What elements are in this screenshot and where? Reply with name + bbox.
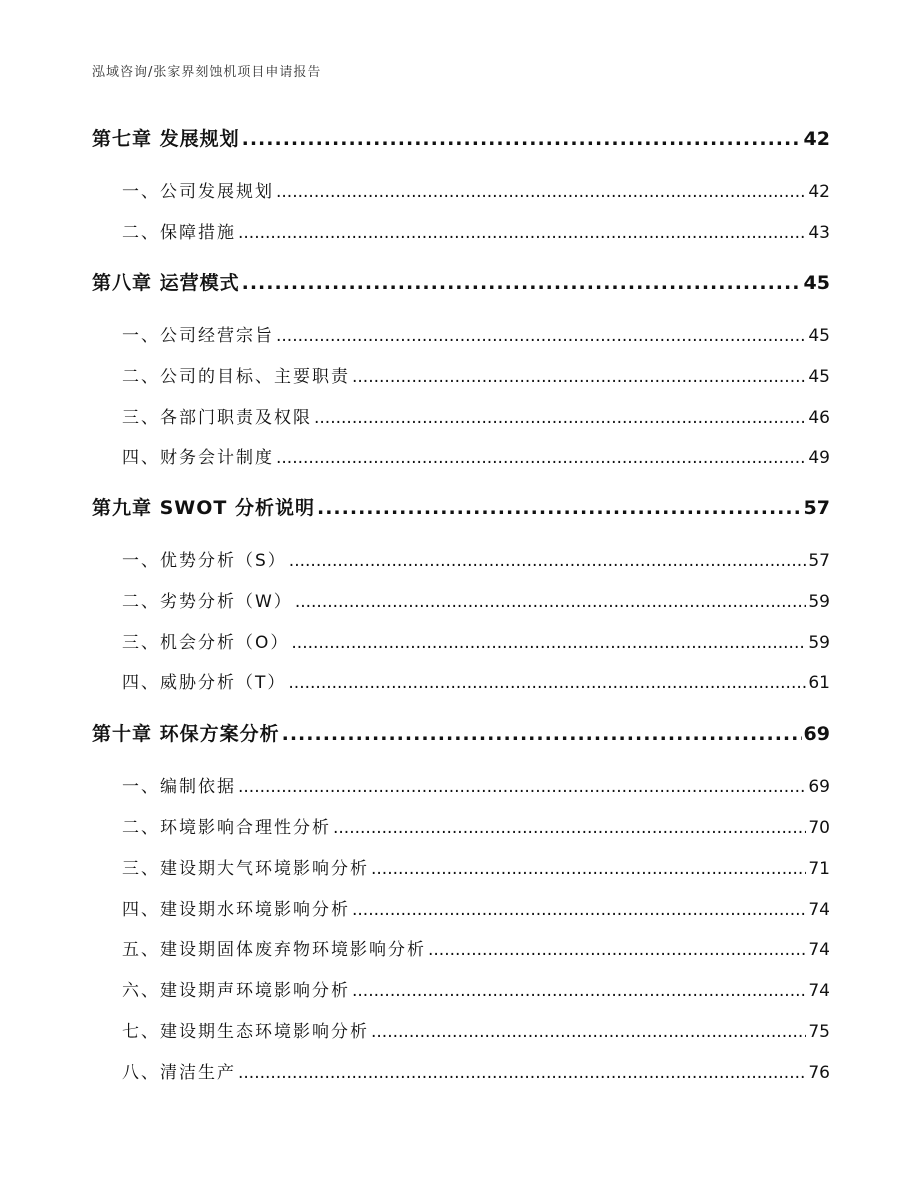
toc-entry-number: 三、	[122, 633, 160, 653]
toc-entry-title: 保障措施	[160, 223, 236, 243]
toc-leader	[295, 592, 807, 612]
toc-page-number: 74	[808, 940, 830, 960]
toc-entry-title: 第九章 SWOT 分析说明	[92, 497, 315, 519]
toc-entry-title: 公司发展规划	[160, 182, 274, 202]
toc-entry-number: 四、	[122, 673, 160, 693]
toc-section[interactable]	[122, 895, 830, 920]
toc-entry-title: 建设期大气环境影响分析	[160, 859, 369, 879]
toc-leader	[371, 859, 806, 879]
toc-leader	[238, 223, 806, 243]
toc-entry-number: 一、	[122, 551, 160, 571]
toc-page-number: 49	[808, 448, 830, 468]
toc-section[interactable]	[122, 362, 830, 387]
toc-entry-title: 优势分析（S）	[160, 551, 287, 571]
toc-section[interactable]	[122, 854, 830, 879]
toc-leader	[288, 673, 806, 693]
toc-section[interactable]	[122, 1058, 830, 1083]
toc-section[interactable]	[122, 177, 830, 202]
toc-entry-title: 公司的目标、主要职责	[160, 367, 350, 387]
toc-leader	[276, 326, 806, 346]
toc-page-number: 76	[808, 1063, 830, 1083]
toc-entry-title: 机会分析（O）	[160, 633, 290, 653]
toc-entry-number: 四、	[122, 900, 160, 920]
toc-section[interactable]	[122, 321, 830, 346]
toc-leader	[314, 408, 806, 428]
toc-leader	[276, 182, 806, 202]
page-header: 泓域咨询/张家界刻蚀机项目申请报告	[92, 65, 322, 80]
toc-section[interactable]	[122, 443, 830, 468]
toc-page-number: 42	[803, 128, 830, 150]
toc-page-number: 75	[808, 1022, 830, 1042]
toc-entry-title: 公司经营宗旨	[160, 326, 274, 346]
toc-section[interactable]	[122, 772, 830, 797]
toc-section[interactable]	[122, 628, 830, 653]
toc-entry-title: 威胁分析（T）	[160, 673, 287, 693]
toc-entry-number: 六、	[122, 981, 160, 1001]
toc-section[interactable]	[122, 587, 830, 612]
toc-section[interactable]	[122, 935, 830, 960]
toc-page-number: 59	[808, 592, 830, 612]
toc-section[interactable]	[122, 976, 830, 1001]
toc-leader	[428, 940, 806, 960]
toc-entry-title: 编制依据	[160, 777, 236, 797]
toc-entry-title: 建设期固体废弃物环境影响分析	[160, 940, 426, 960]
toc-entry-title: 财务会计制度	[160, 448, 274, 468]
toc-entry-title: 劣势分析（W）	[160, 592, 293, 612]
toc-section[interactable]	[122, 1017, 830, 1042]
toc-entry-number: 一、	[122, 182, 160, 202]
toc-leader	[242, 272, 802, 294]
toc-entry-number: 七、	[122, 1022, 160, 1042]
toc-section[interactable]	[122, 218, 830, 243]
toc-page-number: 74	[808, 981, 830, 1001]
toc-leader	[352, 981, 806, 1001]
toc-entry-number: 三、	[122, 859, 160, 879]
toc-page-number: 45	[803, 272, 830, 294]
toc-entry-title: 各部门职责及权限	[160, 408, 312, 428]
toc-page-number: 69	[803, 723, 830, 745]
toc-leader	[352, 900, 806, 920]
toc-entry-title: 建设期水环境影响分析	[160, 900, 350, 920]
toc-page-number: 42	[808, 182, 830, 202]
toc-page-number: 74	[808, 900, 830, 920]
toc-page-number: 57	[803, 497, 830, 519]
toc-leader	[291, 633, 806, 653]
toc-leader	[333, 818, 806, 838]
toc-entry-title: 建设期声环境影响分析	[160, 981, 350, 1001]
toc-leader	[289, 551, 807, 571]
toc-entry-title: 建设期生态环境影响分析	[160, 1022, 369, 1042]
toc-page-number: 71	[808, 859, 830, 879]
toc-entry-number: 三、	[122, 408, 160, 428]
toc-entry-number: 四、	[122, 448, 160, 468]
toc-page-number: 57	[808, 551, 830, 571]
toc-leader	[371, 1022, 806, 1042]
toc-leader	[352, 367, 806, 387]
toc-section[interactable]	[122, 668, 830, 693]
toc-entry-number: 二、	[122, 818, 160, 838]
toc-page-number: 45	[808, 326, 830, 346]
toc-chapter-7[interactable]	[92, 124, 830, 151]
toc-section[interactable]	[122, 813, 830, 838]
toc-entry-title: 清洁生产	[160, 1063, 236, 1083]
toc-entry-number: 二、	[122, 367, 160, 387]
toc-entry-number: 八、	[122, 1063, 160, 1083]
toc-page-number: 43	[808, 223, 830, 243]
toc-entry-number: 一、	[122, 326, 160, 346]
toc-chapter-10[interactable]	[92, 719, 830, 746]
toc-entry-title: 第十章 环保方案分析	[92, 723, 280, 745]
toc-page-number: 69	[808, 777, 830, 797]
toc-leader	[238, 1063, 806, 1083]
toc-entry-title: 环境影响合理性分析	[160, 818, 331, 838]
toc-leader	[282, 723, 802, 745]
toc-page-number: 45	[808, 367, 830, 387]
toc-leader	[238, 777, 806, 797]
toc-page-number: 70	[808, 818, 830, 838]
toc-entry-title: 第七章 发展规划	[92, 128, 240, 150]
toc-page-number: 46	[808, 408, 830, 428]
toc-leader	[317, 497, 802, 519]
toc-entry-number: 二、	[122, 223, 160, 243]
toc-entry-number: 二、	[122, 592, 160, 612]
toc-chapter-8[interactable]	[92, 268, 830, 295]
toc-chapter-9[interactable]	[92, 493, 830, 520]
toc-entry-number: 五、	[122, 940, 160, 960]
toc-leader	[242, 128, 802, 150]
toc-section[interactable]	[122, 403, 830, 428]
toc-page-number: 61	[808, 673, 830, 693]
toc-entry-number: 一、	[122, 777, 160, 797]
toc-leader	[276, 448, 806, 468]
toc-entry-title: 第八章 运营模式	[92, 272, 240, 294]
toc-page-number: 59	[808, 633, 830, 653]
toc-section[interactable]	[122, 546, 830, 571]
